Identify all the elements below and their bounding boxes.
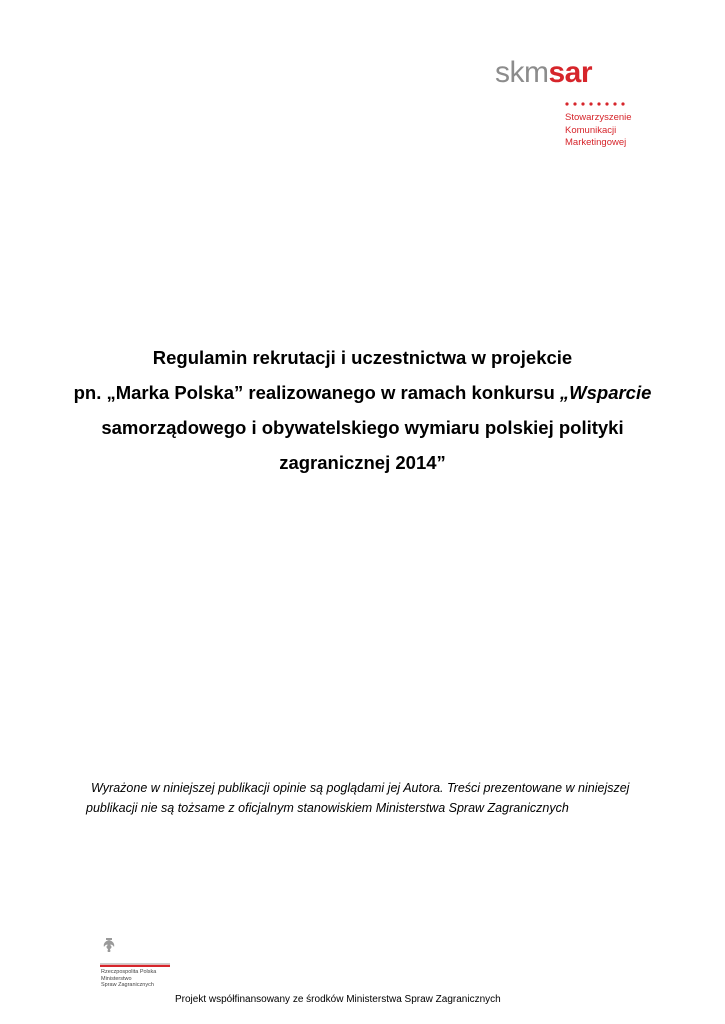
ministry-line: Ministerstwo: [101, 975, 132, 982]
org-line: Stowarzyszenie: [565, 112, 632, 123]
title-line-2-italic: „Wsparcie: [559, 382, 652, 403]
disclaimer-line-1: Wyrażone w niniejszej publikacji opinie są poglądami jej Autora. Treści prezentowane w niniejszej: [91, 781, 630, 795]
title-line-3: samorządowego i obywatelskiego wymiaru polskiej polityki: [101, 417, 624, 438]
title-line-2: [60, 375, 665, 410]
skmsar-logo: [495, 56, 635, 148]
ministry-logo-text: [101, 969, 156, 989]
logo-word-light: skm: [495, 56, 549, 89]
disclaimer-line-2: publikacji nie są tożsame z oficjalnym stanowiskiem Ministerstwa Spraw Zagranicznych: [86, 801, 569, 815]
ministry-line: Rzeczpospolita Polska: [101, 969, 157, 975]
organization-name: [565, 112, 632, 150]
logo-word-bold: sar: [548, 56, 593, 89]
title-line-1: Regulamin rekrutacji i uczestnictwa w projekcie: [152, 347, 573, 368]
logo-wordmark: [495, 56, 635, 90]
org-line: Marketingowej: [565, 137, 627, 148]
ministry-flag-bar: [100, 963, 170, 967]
logo-dots-decoration: [565, 101, 629, 107]
title-line-4: zagranicznej 2014”: [279, 452, 446, 473]
footer-cofinancing-note: Projekt współfinansowany ze środków Ministerstwa Spraw Zagranicznych: [175, 994, 501, 1005]
ministry-line: Spraw Zagranicznych: [101, 982, 154, 988]
title-line-2-regular: pn. „Marka Polska” realizowanego w ramach konkursu: [73, 382, 560, 403]
org-line: Komunikacji: [565, 124, 617, 136]
disclaimer: [86, 778, 646, 818]
document-title: [60, 340, 665, 480]
